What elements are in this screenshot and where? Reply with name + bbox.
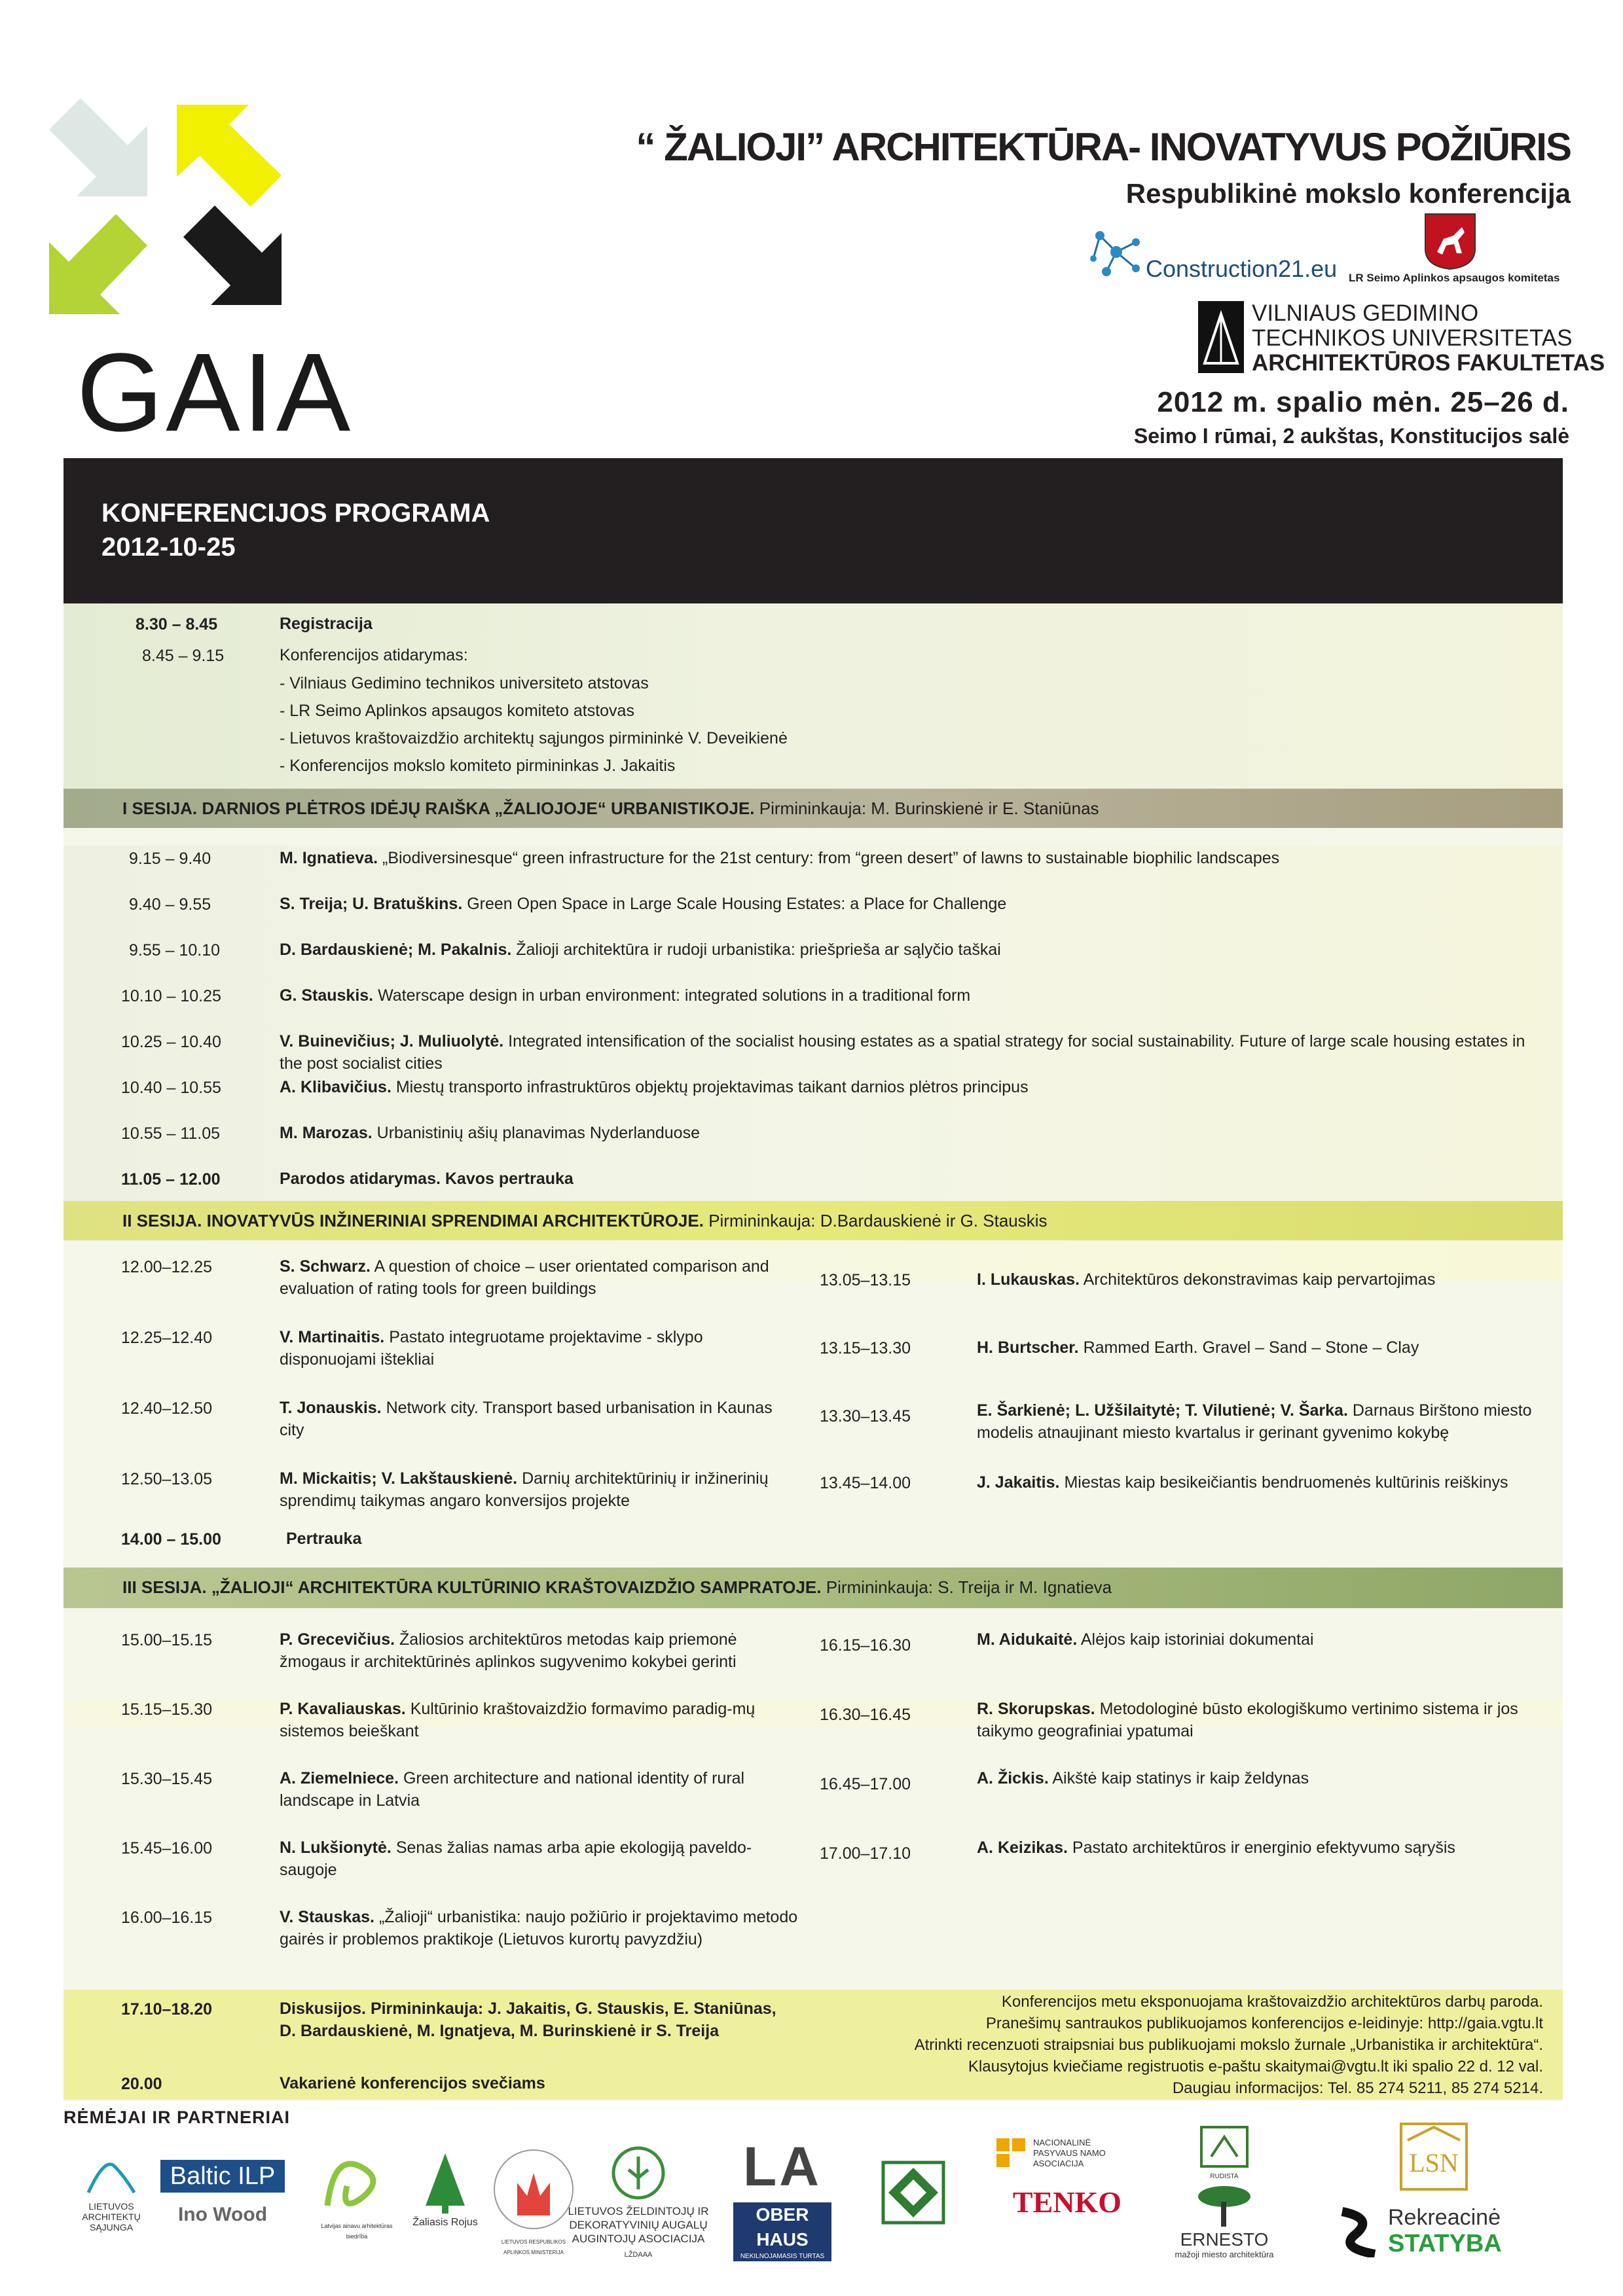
program-heading: KONFERENCIJOS PROGRAMA [101,499,490,528]
sponsor-ober-haus-text: OBER HAUS [733,2202,831,2252]
talk-author: V. Martinaitis. [280,1328,385,1346]
lr-seimas-text: LR Seimo Aplinkos apsaugos komitetas [1349,272,1560,284]
talk-author: A. Žickis. [977,1769,1049,1787]
talk-text: Senas žalias namas arba apie ekologiją paveldo-saugoje [280,1839,752,1879]
opening-item: - Lietuvos kraštovaizdžio architektų sąjungos pirmininkė V. Deveikienė [280,729,788,747]
talk-time: 16.30–16.45 [820,1706,911,1724]
sponsor-rudista-text: RUDISTA [1210,2173,1239,2180]
break-text: Pertrauka [286,1530,362,1548]
sponsor-latvia-text: Latvijas ainavu arhitektūras biedrība [321,2223,393,2240]
sponsor-baltic-ilp-text: Baltic ILP [160,2160,285,2193]
break-time: 14.00 – 15.00 [121,1530,221,1549]
talk-item [280,939,1543,961]
talk-time: 16.15–16.30 [820,1636,911,1655]
talk-author: S. Treija; U. Bratuškins. [280,895,463,913]
sponsor-ernesto-sub: mažoji miesto architektūra [1175,2250,1274,2259]
talk-item [977,1767,1553,1789]
talk-item [280,1767,803,1812]
info-line: Atrinkti recenzuoti straipsniai bus publikuojami mokslo žurnale „Urbanistika ir architektūra“. [914,2036,1543,2054]
talk-time: 9.40 – 9.55 [129,895,211,914]
talk-time: 9.15 – 9.40 [129,850,211,868]
talk-author: A. Ziemelniece. [280,1769,399,1787]
vgtu-line-3: ARCHITEKTŪROS FAKULTETAS [1252,350,1605,376]
vytis-coat-of-arms-icon [1424,213,1476,270]
talk-item [977,1471,1553,1494]
talk-item [977,1837,1553,1859]
program-date: 2012-10-25 [101,533,236,562]
gaia-wordmark: GAIA [77,331,354,455]
talk-item [280,1698,803,1742]
talk-time: 15.30–15.45 [121,1770,213,1788]
talk-text: Green architecture and national identity of rural landscape in Latvia [280,1769,745,1810]
talk-text: Žalioji architektūra ir rudoji urbanistika: priešpriešа ar sąlyčio taškai [516,941,1001,959]
road-curve-icon [1336,2205,1381,2257]
talk-time: 10.55 – 11.05 [121,1124,221,1143]
gaia-arrows-icon [49,98,304,334]
talk-author: V. Stauskas. [280,1908,375,1926]
talk-text: Pastato architektūros ir energinio efektyvumo sąryšis [1072,1839,1455,1857]
opening-registration: Registracija [280,615,373,633]
talk-time: 16.45–17.00 [820,1775,911,1793]
talk-author: H. Burtscher. [977,1338,1079,1357]
talk-time: 12.25–12.40 [121,1329,213,1347]
session1-chair: Pirmininkauja: M. Burinskienė ir E. Staniūnas [759,798,1099,818]
sponsor-inowood-text: Ino Wood [177,2204,268,2225]
sponsor-lzdaaa-abbr: LŽDAAA [624,2251,653,2259]
sponsor-statyba-text: STATYBA [1388,2230,1502,2257]
talk-item [280,1906,803,1950]
gaia-logo [49,98,354,455]
talk-time: 13.30–13.45 [820,1407,911,1426]
sponsor-zaliasis-rojus-text: Žaliasis Rojus [412,2217,478,2228]
vgtu-text [1252,301,1605,376]
talk-item [280,1326,790,1371]
talk-author: M. Aidukaitė. [977,1630,1078,1649]
session3-title: III SESIJA. „ŽALIOJI“ ARCHITEKTŪRA KULTŪRINIO KRAŠTOVAIZDŽIO SAMPRATOJE. [122,1577,822,1597]
talk-text: Architektūros dekonstravimas kaip pervartojimas [1083,1270,1436,1289]
construction21-logo [1087,223,1338,288]
talk-item [280,984,1543,1007]
talk-time: 13.15–13.30 [820,1339,911,1357]
conference-subtitle: Respublikinė mokslo konferencija [1125,178,1571,209]
talk-text: Urbanistinių ašių planavimas Nyderlanduose [376,1124,700,1142]
opening-time-ceremony: 8.45 – 9.15 [142,647,225,665]
vgtu-emblem-icon [1198,301,1244,373]
discussion-time: 17.10–18.20 [121,2000,213,2018]
network-nodes-icon [1087,223,1146,288]
talk-author: N. Lukšionytė. [280,1839,392,1857]
talk-item [280,1076,1543,1098]
dinner-time: 20.00 [121,2075,162,2093]
talk-item [977,1268,1553,1291]
talk-time: 12.50–13.05 [121,1470,213,1488]
talk-time: 12.00–12.25 [121,1258,213,1276]
info-line: Konferencijos metu eksponuojama kraštovaizdžio architektūros darbų paroda. [1001,1993,1543,2011]
talk-author: A. Klibavičius. [280,1078,392,1096]
sponsor-lzdaaa-text: LIETUVOS ŽELDINTOJŲ IR DEKORATYVINIŲ AUGALŲ AUGINTOJŲ ASOCIACIJA [568,2205,709,2245]
break-text: Parodos atidarymas. Kavos pertrauka [280,1170,574,1188]
talk-text: Aikštė kaip statinys ir kaip želdynas [1052,1769,1309,1787]
talk-author: M. Mickaitis; V. Lakštauskienė. [280,1469,518,1488]
rekreacine-texts [1388,2205,1502,2257]
sponsor-latvia-logo [314,2147,399,2242]
talk-text: Miestų transporto infrastruktūros objektų projektavimas taikant darnios plėtros principus [395,1078,1029,1096]
talk-text: Rammed Earth. Gravel – Sand – Stone – Clay [1083,1338,1419,1357]
sponsor-ernesto-text: ERNESTO [1180,2229,1269,2250]
program-header [64,458,1563,603]
talk-time: 10.25 – 10.40 [121,1033,221,1051]
talk-text: Darnių architektūrinių ir inžinerinių sprendimų taikymas angaro konversijos projekte [280,1469,769,1510]
sponsor-baltic-ilp-logo [160,2160,285,2225]
talk-author: P. Grecevičius. [280,1630,395,1649]
opening-item: - Konferencijos mokslo komiteto pirmininkas J. Jakaitis [280,757,676,775]
info-line: Klausytojus kviečiame registruotis e-paštu skaitymai@vgtu.lt iki spalio 22 d. 12 val. [968,2058,1543,2075]
sponsor-rekreacine-statyba-logo [1336,2121,1532,2257]
construction21-text: Construction21.eu [1146,255,1338,282]
talk-item [280,1837,803,1881]
talk-text: A question of choice – user orientated comparison and evaluation of rating tools for green buildings [280,1257,769,1298]
sponsor-tenko-text: TENKO [1012,2185,1122,2219]
talk-item [280,1255,790,1300]
rekreacine-row [1336,2205,1532,2257]
talk-text: „Biodiversinesque“ green infrastructure for the 21st century: from “green desert” of lawns to sustainable biophilic landscapes [382,849,1280,867]
talk-author: T. Jonauskis. [280,1399,382,1417]
dinner-text: Vakarienė konferencijos svečiams [280,2074,545,2092]
break-time: 11.05 – 12.00 [121,1170,221,1189]
talk-author: R. Skorupskas. [977,1700,1095,1718]
talk-item [977,1336,1553,1359]
vgtu-logo [1198,300,1605,380]
talk-item [280,1467,790,1512]
talk-text: Metodologinė būsto ekologiškumo vertinimo sistema ir jos taikymo geografiniai ypatumai [977,1700,1518,1740]
opening-item: - Vilniaus Gedimino technikos universiteto atstovas [280,674,649,692]
talk-item [977,1698,1553,1742]
sponsors-title: RĖMĖJAI IR PARTNERIAI [64,2108,291,2127]
talk-author: E. Šarkienė; L. Užšilaitytė; T. Vilutienė; V. Šarka. [977,1401,1348,1420]
sponsor-las-text: LIETUVOS ARCHITEKTŲ SĄJUNGA [82,2201,141,2233]
talk-time: 15.45–16.00 [121,1839,213,1857]
passive-house-squares-icon [995,2137,1028,2170]
leaf-circle-icon [609,2144,668,2202]
talk-author: D. Bardauskienė; M. Pakalnis. [280,941,512,959]
talk-text: Kultūrinio kraštovaizdžio formavimo paradig-mų sistemos beieškant [280,1700,756,1740]
sponsor-ober-haus-logo [733,2130,831,2261]
sponsor-ornament-logo [877,2160,949,2227]
session3-header [64,1568,1563,1608]
lr-seimas-logo [1349,213,1571,291]
talk-item [977,1628,1553,1651]
talk-author: S. Schwarz. [280,1257,371,1276]
passive-house-row [995,2137,1139,2170]
info-line: Pranešimų santraukos publikuojamos konferencijos e-leidinyje: http://gaia.vgtu.lt [985,2015,1543,2032]
talk-item [280,1397,790,1441]
talk-author: A. Keizikas. [977,1839,1068,1857]
talk-time: 13.45–14.00 [820,1474,911,1492]
conference-venue: Seimo I rūmai, 2 aukštas, Konstitucijos salė [1133,424,1569,448]
talk-item [280,1628,803,1673]
sponsor-zaliasis-rojus-logo [403,2150,488,2228]
session1-header [64,789,1563,828]
opening-time-registration: 8.30 – 8.45 [136,615,218,634]
talk-text: Alėjos kaip istoriniai dokumentai [1080,1630,1314,1649]
rudista-box-icon [1198,2124,1250,2170]
talk-text: Green Open Space in Large Scale Housing Estates: a Place for Challenge [467,895,1007,913]
talk-author: M. Marozas. [280,1124,373,1142]
info-block [915,1991,1543,2099]
sponsor-la-text: LA [743,2136,822,2197]
talk-text: Pastato integruotame projektavime - sklypo disponuojami ištekliai [280,1328,703,1369]
talk-time: 12.40–12.50 [121,1399,213,1418]
sponsor-ministry-text: LIETUVOS RESPUBLIKOS APLINKOS MINISTERIJA [501,2239,566,2255]
talk-item [977,1399,1553,1444]
ernesto-tree-icon [1195,2182,1254,2228]
talk-item [280,1030,1543,1075]
talk-item [280,893,1543,915]
talk-time: 9.55 – 10.10 [129,941,221,960]
discussion-text: Diskusijos. Pirmininkauja: J. Jakaitis, G. Stauskis, E. Staniūnas, D. Bardauskienė, M. Ignatjeva, M. Burinskienė ir S. Treija [280,2000,776,2040]
session1-title: I SESIJA. DARNIOS PLĖTROS IDĖJŲ RAIŠKA „ŽALIOJOJE“ URBANISTIKOJE. [122,798,755,818]
session2-chair: Pirmininkauja: D.Bardauskienė ir G. Stauskis [708,1211,1048,1230]
talk-time: 16.00–16.15 [121,1909,213,1927]
talk-text: „Žalioji“ urbanistika: naujo požiūrio ir projektavimo metodo gairės ir problemos praktikoje (Lietuvos kurortų pavyzdžiu) [280,1908,798,1948]
session2-header [64,1201,1563,1240]
latvia-swirl-icon [321,2147,393,2219]
las-mountain-icon [85,2153,137,2199]
talk-time: 13.05–13.15 [820,1271,911,1289]
talk-text: Network city. Transport based urbanisation in Kaunas city [280,1399,773,1439]
talk-time: 15.00–15.15 [121,1631,213,1649]
vgtu-line-2: TECHNIKOS UNIVERSITETAS [1252,325,1573,351]
program-panel [64,458,1563,2101]
sponsor-passive-house-text: NACIONALINĖ PASYVAUS NAMO ASOCIACIJA [1033,2138,1106,2168]
opening-ceremony: Konferencijos atidarymas: [280,646,468,664]
sponsor-passive-house-logo [995,2137,1139,2219]
svg-text:LSN: LSN [1409,2148,1459,2178]
talk-author: V. Buinevičius; J. Muliuolytė. [280,1032,504,1050]
sponsor-ober-haus-sub: NEKILNOJAMASIS TURTAS [733,2252,831,2261]
sponsor-rekreacine-text: Rekreacinė [1388,2205,1501,2230]
talk-text: Miestas kaip besikeičiantis bendruomenės kultūrinis reiškinys [1064,1473,1508,1492]
vgtu-line-1: VILNIAUS GEDIMINO [1252,300,1479,326]
sponsor-rudista-logo [1152,2124,1296,2260]
talk-text: Žaliosios architektūros metodas kaip priemonė žmogaus ir architektūrinės aplinkos sugyvenimo kokybei gerinti [280,1630,737,1671]
lsn-logo-icon [1398,2121,1470,2193]
talk-text: Darnaus Birštono miesto modelis atnaujinant miesto kvartalus ir gerinant gyvenimo kokybę [977,1401,1532,1442]
conference-title: “ ŽALIOJI” ARCHITEKTŪRA- INOVATYVUS POŽIŪRIS [636,125,1571,169]
session3-chair: Pirmininkauja: S. Treija ir M. Ignatieva [826,1577,1112,1597]
talk-author: P. Kavaliauskas. [280,1700,406,1718]
talk-author: I. Lukauskas. [977,1270,1080,1289]
ornament-icon [881,2160,946,2225]
talk-item [280,847,1543,869]
opening-item: - LR Seimo Aplinkos apsaugos komiteto atstovas [280,702,634,720]
talk-item [280,1122,1543,1144]
talk-author: J. Jakaitis. [977,1473,1060,1492]
info-line: Daugiau informacijos: Tel. 85 274 5211, 85 274 5214. [1172,2079,1543,2097]
talk-author: M. Ignatieva. [280,849,378,867]
sponsor-lzdaaa-logo [563,2144,714,2260]
talk-time: 10.40 – 10.55 [121,1079,221,1097]
talk-time: 15.15–15.30 [121,1700,213,1719]
sponsor-las-logo [72,2153,151,2233]
talk-text: Integrated intensification of the socialist housing estates as a spatial strategy for social sustainability. Future of large scale housing estates in the post socialist cities [280,1032,1525,1073]
conference-date: 2012 m. spalio mėn. 25–26 d. [1157,386,1569,418]
session2-title: II SESIJA. INOVATYVŪS INŽINERINIAI SPRENDIMAI ARCHITEKTŪROJE. [122,1211,704,1230]
talk-author: G. Stauskis. [280,986,374,1005]
talk-text: Waterscape design in urban environment: integrated solutions in a traditional form [378,986,971,1005]
talk-time: 17.00–17.10 [820,1844,911,1863]
talk-time: 10.10 – 10.25 [121,987,221,1005]
tree-icon [416,2150,475,2215]
